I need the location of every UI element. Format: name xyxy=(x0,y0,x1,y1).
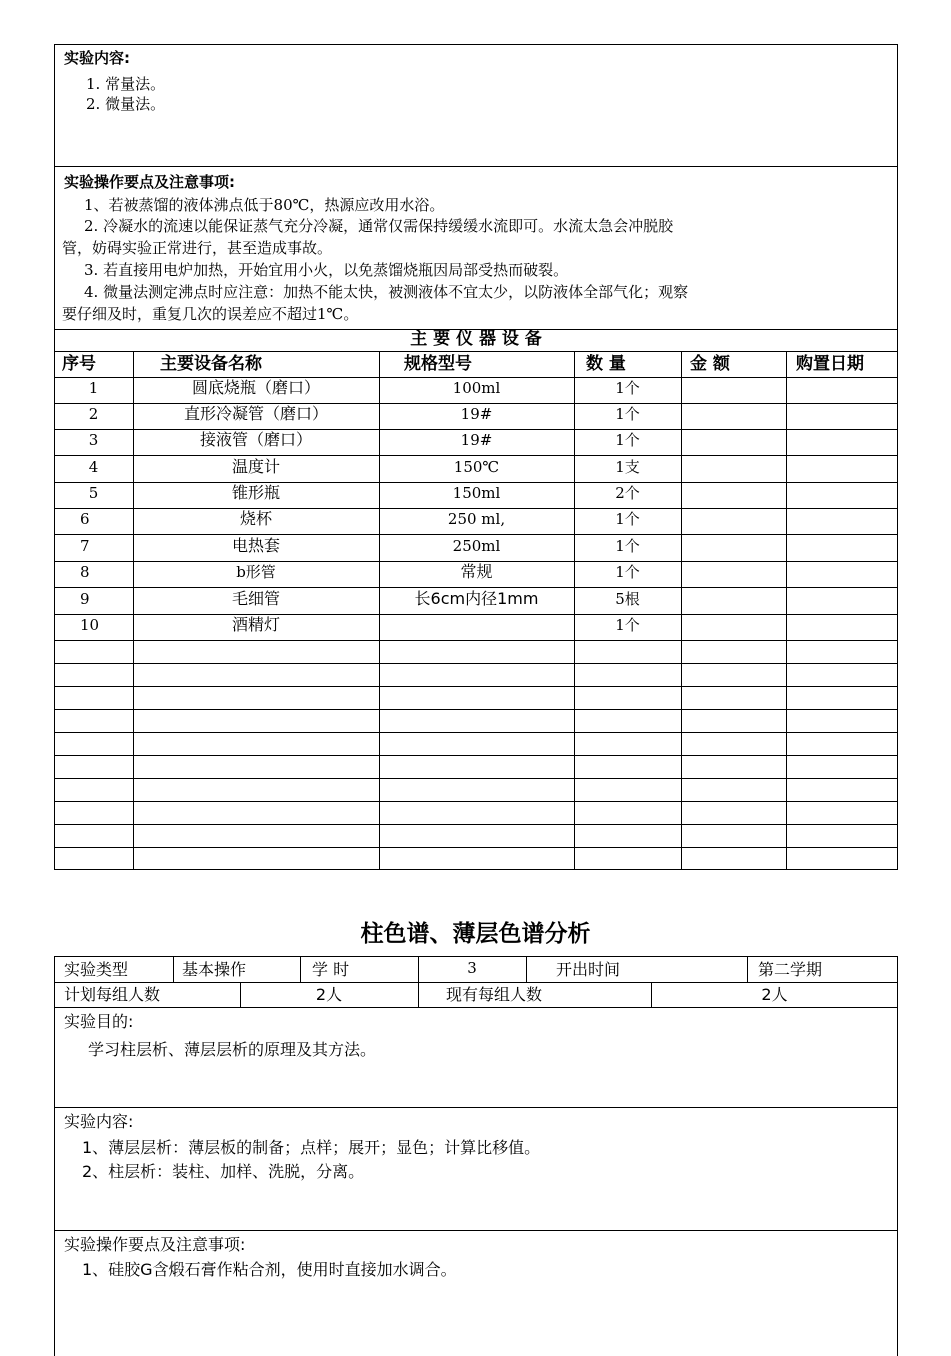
table-cell: 8 xyxy=(80,563,90,581)
notes-line: 要仔细及时，重复几次的误差应不超过1℃。 xyxy=(62,305,359,323)
table-cell: 2 xyxy=(88,405,99,423)
table-rule xyxy=(747,956,748,982)
planned-group-size-value: 2人 xyxy=(315,985,343,1004)
equipment-title: 主 要 仪 器 设 备 xyxy=(410,329,542,349)
table-cell: 5 xyxy=(88,484,99,502)
purpose-text: 学习柱层析、薄层层析的原理及其方法。 xyxy=(88,1040,377,1059)
section-divider xyxy=(54,1107,898,1108)
current-group-size-label: 现有每组人数 xyxy=(446,985,543,1004)
table-cell: 1 xyxy=(88,379,99,397)
notes-heading: 实验操作要点及注意事项: xyxy=(64,1235,246,1254)
table-cell: 毛细管 xyxy=(231,588,280,608)
table-cell: b形管 xyxy=(236,563,276,581)
section-divider xyxy=(54,166,898,167)
start-time-label: 开出时间 xyxy=(556,960,621,979)
table-cell: 150ml xyxy=(452,484,501,502)
table-rule xyxy=(54,778,898,779)
table-cell: 3 xyxy=(88,431,99,449)
notes-line: 2. 冷凝水的流速以能保证蒸气充分冷凝，通常仅需保持缓缓水流即可。水流太急会冲脱胶 xyxy=(84,217,674,235)
table-rule xyxy=(54,351,898,352)
purpose-heading: 实验目的: xyxy=(64,1012,134,1031)
table-header-cell: 数 量 xyxy=(586,354,626,374)
table-cell: 2个 xyxy=(615,484,640,502)
table-header-cell: 序号 xyxy=(62,354,96,374)
notes-item: 1、硅胶G含煅石膏作粘合剂，使用时直接加水调合。 xyxy=(82,1260,457,1279)
table-header-cell: 购置日期 xyxy=(796,354,864,374)
planned-group-size-label: 计划每组人数 xyxy=(64,985,161,1004)
current-group-size-value: 2人 xyxy=(761,985,788,1004)
table-rule xyxy=(54,801,898,802)
table-rule xyxy=(54,640,898,641)
table-rule xyxy=(54,824,898,825)
table-cell: 9 xyxy=(80,589,90,608)
table-cell: 1个 xyxy=(615,510,640,528)
content-heading: 实验内容: xyxy=(64,49,130,67)
table-cell: 1个 xyxy=(615,405,640,423)
table-rule xyxy=(173,956,174,982)
notes-line: 管，妨碍实验正常进行，甚至造成事故。 xyxy=(62,239,333,257)
page-title: 柱色谱、薄层色谱分析 xyxy=(360,921,591,947)
table-cell: 10 xyxy=(80,616,100,634)
table-rule xyxy=(54,982,898,983)
table-rule xyxy=(54,663,898,664)
table-rule xyxy=(526,956,527,982)
table-cell: 100ml xyxy=(452,379,501,397)
table-cell: 温度计 xyxy=(231,456,280,476)
table-cell: 250 ml, xyxy=(447,510,506,528)
table-cell: 7 xyxy=(80,536,90,555)
table-header-cell: 主要设备名称 xyxy=(160,354,262,374)
content-item: 1、薄层层析：薄层板的制备；点样；展开；显色；计算比移值。 xyxy=(82,1138,541,1157)
table-cell: 1个 xyxy=(615,616,640,634)
table-cell: 圆底烧瓶（磨口） xyxy=(191,378,320,397)
table-cell: 1支 xyxy=(615,457,640,476)
content-item: 1. 常量法。 xyxy=(86,75,166,93)
content-item: 2. 微量法。 xyxy=(86,95,166,113)
table-cell: 1个 xyxy=(615,431,640,449)
table-cell: 锥形瓶 xyxy=(231,483,280,502)
table-cell: 直形冷凝管（磨口） xyxy=(183,404,328,423)
notes-line: 1、若被蒸馏的液体沸点低于80℃，热源应改用水浴。 xyxy=(84,196,445,214)
table-cell: 1个 xyxy=(615,379,640,397)
table-rule xyxy=(300,956,301,982)
content-heading: 实验内容: xyxy=(64,1112,134,1131)
table-cell: 250ml xyxy=(452,536,501,555)
table-rule xyxy=(54,1007,898,1008)
hours-value: 3 xyxy=(467,959,477,977)
start-time-value: 第二学期 xyxy=(758,960,823,979)
table-header-cell: 规格型号 xyxy=(404,354,472,374)
table-cell: 19# xyxy=(460,431,493,449)
table-rule xyxy=(54,709,898,710)
hours-label: 学 时 xyxy=(312,960,350,979)
table-cell: 6 xyxy=(80,510,90,528)
table-rule xyxy=(54,686,898,687)
experiment-type-label: 实验类型 xyxy=(64,960,129,979)
table-cell: 1个 xyxy=(615,536,640,555)
notes-heading: 实验操作要点及注意事项: xyxy=(64,173,235,191)
table-header-cell: 金 额 xyxy=(690,354,730,374)
table-cell: 4 xyxy=(88,457,99,476)
table-cell: 常规 xyxy=(460,562,493,581)
table-cell: 长6cm内径1mm xyxy=(414,588,539,608)
table-rule xyxy=(54,755,898,756)
table-rule xyxy=(54,847,898,848)
table-rule xyxy=(54,732,898,733)
notes-line: 3. 若直接用电炉加热，开始宜用小火，以免蒸馏烧瓶因局部受热而破裂。 xyxy=(84,261,569,279)
experiment-type-value: 基本操作 xyxy=(182,960,247,979)
content-item: 2、柱层析：装柱、加样、洗脱，分离。 xyxy=(82,1162,365,1181)
table-cell: 19# xyxy=(460,405,493,423)
table-cell: 烧杯 xyxy=(239,509,272,528)
table-rule xyxy=(418,982,419,1007)
section-divider xyxy=(54,1230,898,1231)
table-cell: 电热套 xyxy=(231,535,280,555)
table-cell: 接液管（磨口） xyxy=(199,430,312,449)
notes-line: 4. 微量法测定沸点时应注意：加热不能太快，被测液体不宜太少，以防液体全部气化；观察 xyxy=(84,283,689,301)
table-cell: 150℃ xyxy=(453,457,500,476)
table-cell: 1个 xyxy=(615,563,640,581)
table-cell: 5根 xyxy=(615,589,640,608)
table-cell: 酒精灯 xyxy=(231,615,280,634)
